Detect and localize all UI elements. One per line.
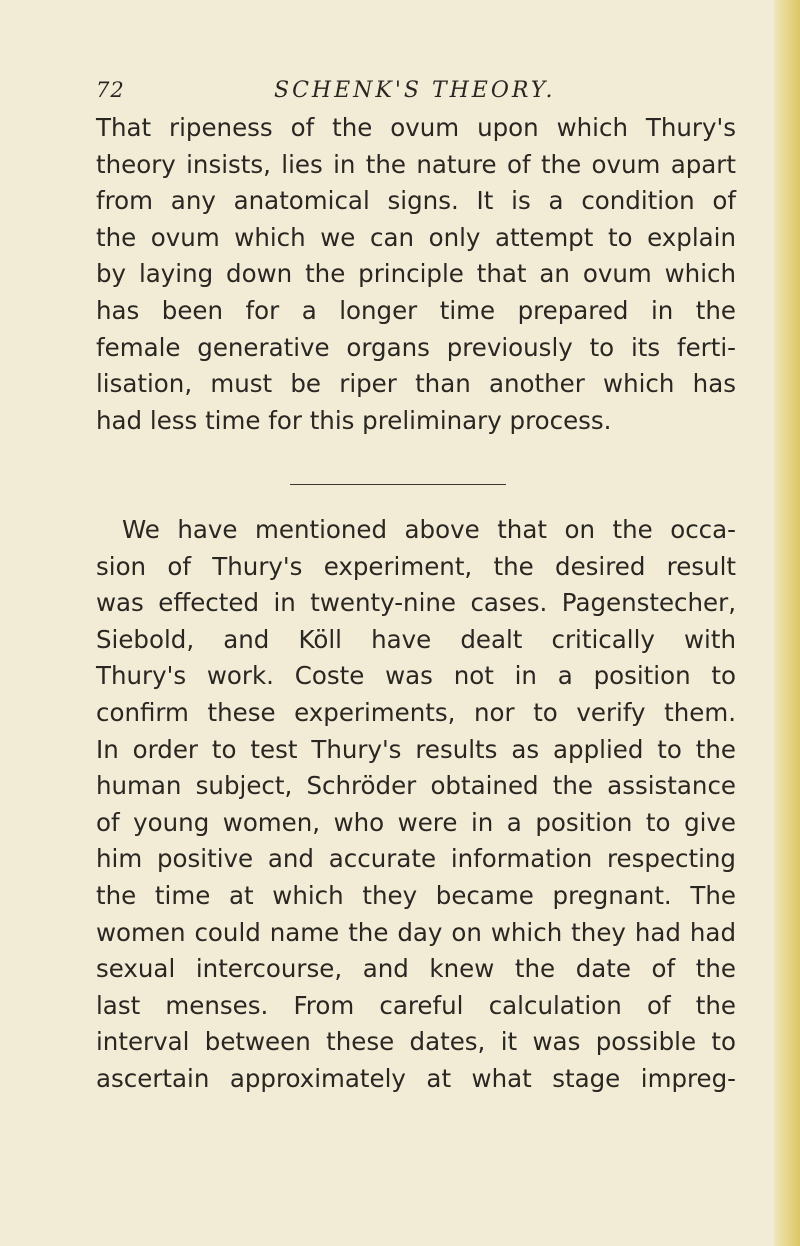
section-divider (290, 484, 506, 485)
text-line: theory insists, lies in the nature of the ovum apart (96, 149, 736, 179)
text-line: sion of Thury's experiment, the desired result (96, 551, 736, 581)
page-number: 72 (96, 78, 125, 102)
text-line: ascertain approximately at what stage impreg- (96, 1063, 736, 1093)
text-line: had less time for this preliminary process. (96, 405, 612, 435)
text-line: the ovum which we can only attempt to explain (96, 222, 736, 252)
text-line: of young women, who were in a position to give (96, 807, 736, 837)
text-line: We have mentioned above that on the occa- (122, 515, 736, 544)
paragraph-1 (96, 110, 736, 439)
text-line: interval between these dates, it was possible to (96, 1027, 736, 1057)
text-line: the time at which they became pregnant. The (96, 880, 736, 910)
text-line: from any anatomical signs. It is a condition of (96, 186, 736, 216)
text-line: Siebold, and Köll have dealt critically with (96, 624, 736, 654)
text-line: Thury's work. Coste was not in a position to (96, 661, 736, 691)
text-line: last menses. From careful calculation of the (96, 990, 736, 1020)
text-line: lisation, must be riper than another which has (96, 369, 736, 399)
text-line: female generative organs previously to its ferti- (96, 332, 736, 362)
paragraph-2 (96, 512, 736, 1098)
text-line: him positive and accurate information respecting (96, 844, 736, 874)
text-line: by laying down the principle that an ovum which (96, 259, 736, 289)
text-line: has been for a longer time prepared in the (96, 295, 736, 325)
text-line: human subject, Schröder obtained the assistance (96, 771, 736, 801)
text-line: was effected in twenty-nine cases. Pagenstecher, (96, 588, 736, 618)
text-line: women could name the day on which they had had (96, 917, 736, 947)
text-line: confirm these experiments, nor to verify them. (96, 697, 736, 727)
text-line: That ripeness of the ovum upon which Thury's (96, 113, 736, 142)
page-edge (774, 0, 800, 1246)
running-title: SCHENK'S THEORY. (274, 78, 556, 103)
text-line: In order to test Thury's results as applied to the (96, 734, 736, 764)
text-line: sexual intercourse, and knew the date of the (96, 954, 736, 984)
running-head (96, 78, 736, 114)
